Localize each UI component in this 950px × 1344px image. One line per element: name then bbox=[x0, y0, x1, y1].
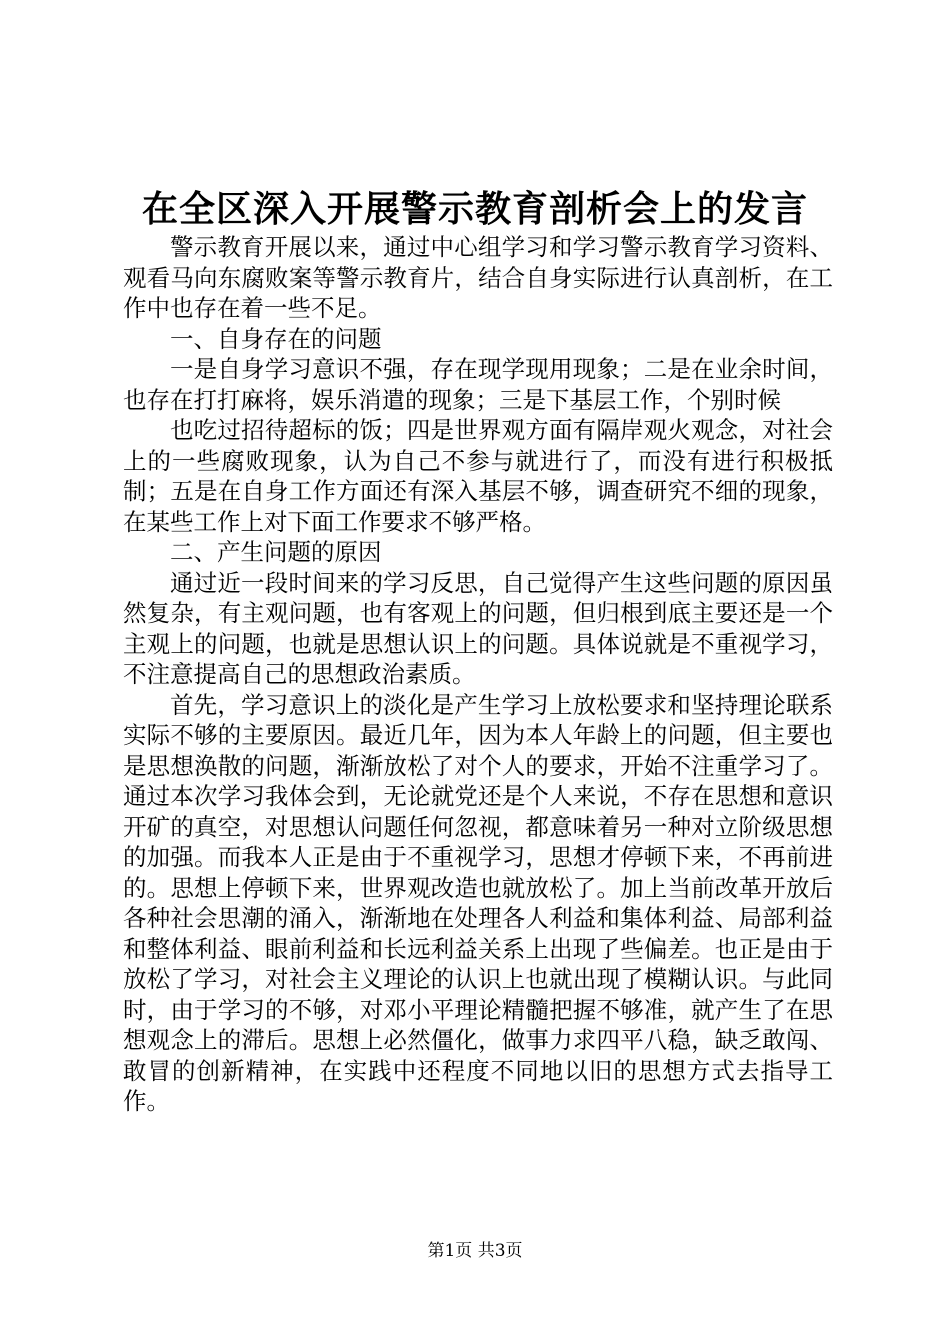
section-heading-causes: 二、产生问题的原因 bbox=[170, 538, 382, 566]
document-body bbox=[123, 232, 833, 1117]
page-number-footer: 第1页 共3页 bbox=[427, 1241, 523, 1261]
document-title: 在全区深入开展警示教育剖析会上的发言 bbox=[141, 188, 808, 230]
causes-paragraph-2: 首先，学习意识上的淡化是产生学习上放松要求和坚持理论联系实际不够的主要原因。最近几年，因为本人年龄上的问题，但主要也是思想涣散的问题，渐渐放松了对个人的要求，开始不注重学习了。通过本次学习我体会到，无论就党还是个人来说，不存在思想和意识开矿的真空，对思想认问题任何忽视，都意味着另一种对立阶级思想的加强。而我本人正是由于不重视学习，思想才停顿下来，不再前进的。思想上停顿下来，世界观改造也就放松了。加上当前改革开放后各种社会思潮的涌入，渐渐地在处理各人利益和集体利益、局部利益和整体利益、眼前利益和长远利益关系上出现了些偏差。也正是由于放松了学习，对社会主义理论的认识上也就出现了模糊认识。与此同时，由于学习的不够，对邓小平理论精髓把握不够准，就产生了在思想观念上的滞后。思想上必然僵化，做事力求四平八稳，缺乏敢闯、敢冒的创新精神，在实践中还程度不同地以旧的思想方式去指导工作。 bbox=[123, 690, 833, 1115]
section-heading-problems: 一、自身存在的问题 bbox=[170, 324, 382, 353]
intro-paragraph: 警示教育开展以来，通过中心组学习和学习警示教育学习资料、观看马向东腐败案等警示教育片，结合自身实际进行认真剖析，在工作中也存在着一些不足。 bbox=[123, 233, 833, 322]
causes-paragraph-1: 通过近一段时间来的学习反思，自己觉得产生这些问题的原因虽然复杂，有主观问题，也有客观上的问题，但归根到底主要还是一个主观上的问题，也就是思想认识上的问题。具体说就是不重视学习，不注意提高自己的思想政治素质。 bbox=[123, 568, 833, 688]
problems-paragraph-2: 也吃过招待超标的饭；四是世界观方面有隔岸观火观念，对社会上的一些腐败现象，认为自己不参与就进行了，而没有进行积极抵制；五是在自身工作方面还有深入基层不够，调查研究不细的现象，在某些工作上对下面工作要求不够严格。 bbox=[123, 416, 833, 536]
problems-paragraph-1: 一是自身学习意识不强，存在现学现用现象；二是在业余时间，也存在打打麻将，娱乐消遣的现象；三是下基层工作，个别时候 bbox=[123, 355, 833, 414]
